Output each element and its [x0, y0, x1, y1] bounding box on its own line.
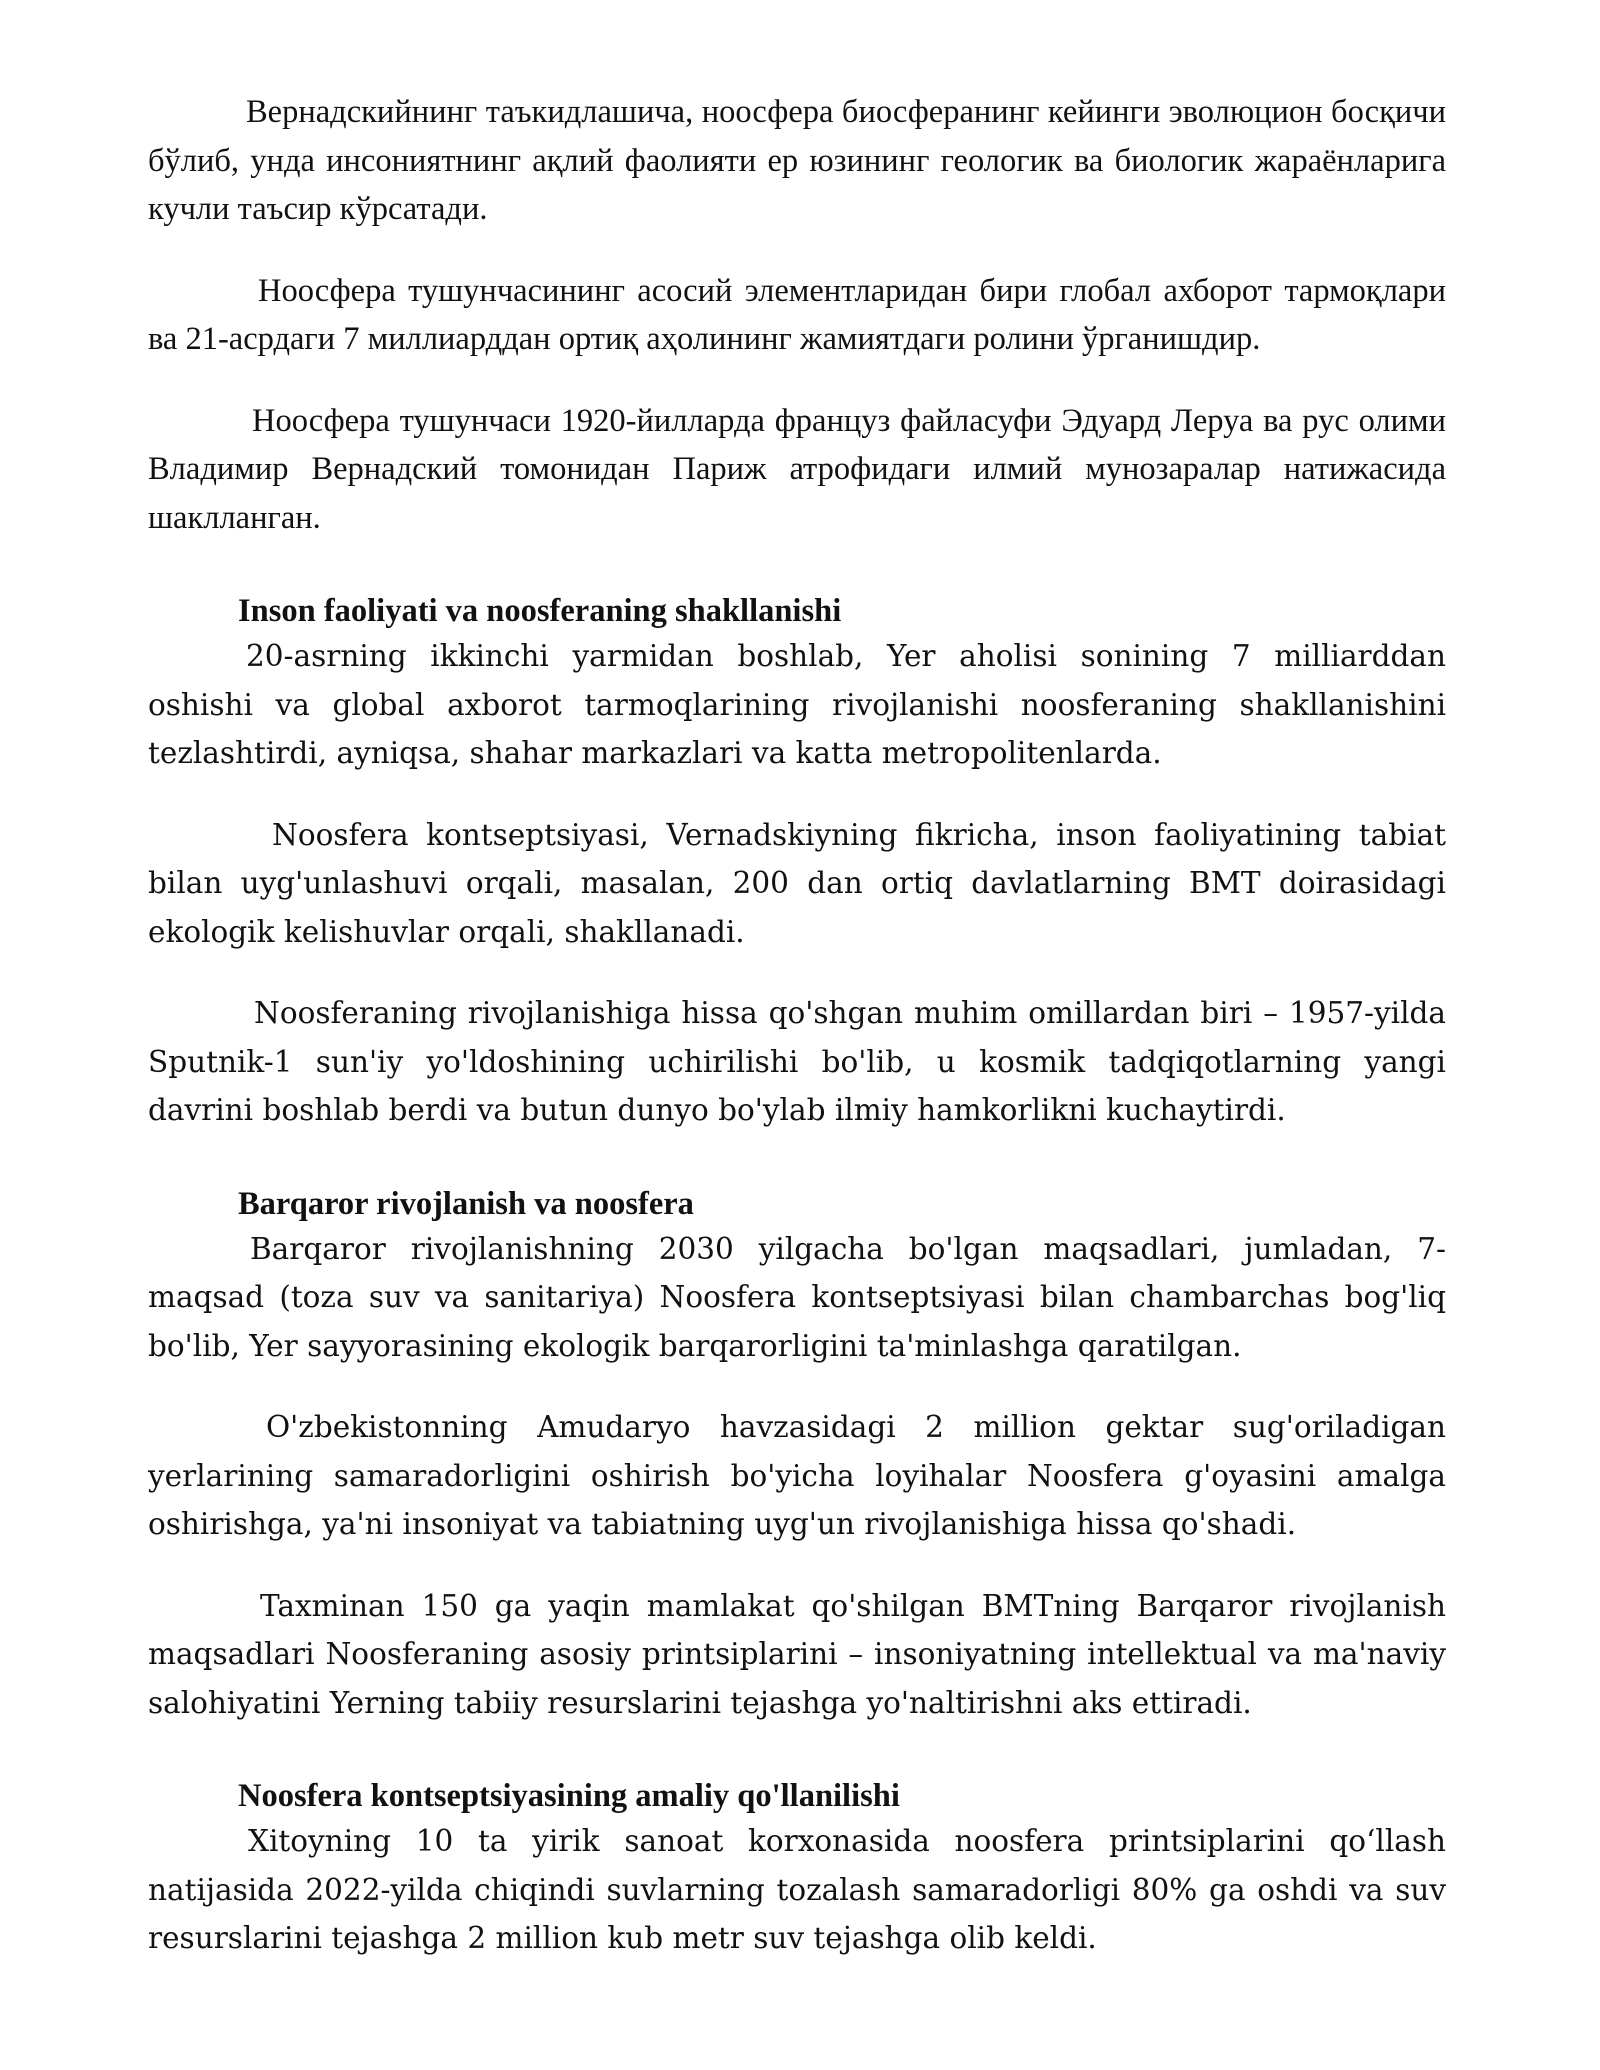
document-page [148, 88, 1446, 1963]
section-heading-3: Noosfera kontseptsiyasining amaliy qo'llanilishi [238, 1778, 900, 1814]
paragraph-4: 20-asrning ikkinchi yarmidan boshlab, Yer aholisi sonining 7 milliarddan oshishi va global axborot tarmoqlarining rivojlanishi noosferaning shakllanishini tezlashtirdi, ayniqsa, shahar markazlari va katta metropolitenlarda. [148, 639, 1446, 770]
paragraph-7: Barqaror rivojlanishning 2030 yilgacha bo'lgan maqsadlari, jumladan, 7-maqsad (toza suv va sanitariya) Noosfera kontseptsiyasi bilan chambarchas bog'liq bo'lib, Yer sayyorasining ekologik barqarorligini ta'minlashga qaratilgan. [148, 1231, 1446, 1363]
section-heading-2: Barqaror rivojlanish va noosfera [238, 1185, 694, 1222]
paragraph-1: Вернадскийнинг таъкидлашича, ноосфера биосферанинг кейинги эволюцион босқичи бўлиб, унда инсониятнинг ақлий фаолияти ер юзининг геологик ва биологик жараёнларига кучли таъсир кўрсатади. [148, 94, 1446, 227]
paragraph-8: O'zbekistonning Amudaryo havzasidagi 2 million gektar sug'oriladigan yerlarining samaradorligini oshirish bo'yicha loyihalar Noosfera g'oyasini amalga oshirishga, ya'ni insoniyat va tabiatning uyg'un rivojlanishiga hissa qo'shadi. [148, 1410, 1446, 1541]
paragraph-2: Ноосфера тушунчасининг асосий элементларидан бири глобал ахборот тармоқлари ва 21-асрдаги 7 миллиарддан ортиқ аҳолининг жамиятдаги ролини ўрганишдир. [148, 272, 1446, 357]
section-heading-1: Inson faoliyati va noosferaning shakllanishi [238, 593, 842, 629]
paragraph-10: Xitoyning 10 ta yirik sanoat korxonasida noosfera printsiplarini qo‘llash natijasida 2022-yilda chiqindi suvlarning tozalash samaradorligi 80% ga oshdi va suv resurslarini tejashga 2 million kub metr suv tejashga olib keldi. [148, 1824, 1446, 1955]
paragraph-5: Noosfera kontseptsiyasi, Vernadskiyning fikricha, inson faoliyatining tabiat bilan uyg'unlashuvi orqali, masalan, 200 dan ortiq davlatlarning BMT doirasidagi ekologik kelishuvlar orqali, shakllanadi. [148, 817, 1446, 949]
paragraph-3: Ноосфера тушунчаси 1920-йилларда француз файласуфи Эдуард Леруа ва рус олими Владимир Вернадский томонидан Париж атрофидаги илмий мунозаралар натижасида шаклланган. [148, 402, 1446, 536]
paragraph-6: Noosferaning rivojlanishiga hissa qo'shgan muhim omillardan biri – 1957-yilda Sputnik-1 sun'iy yo'ldoshining uchirilishi bo'lib, u kosmik tadqiqotlarning yangi davrini boshlab berdi va butun dunyo bo'ylab ilmiy hamkorlikni kuchaytirdi. [148, 996, 1446, 1127]
paragraph-9: Taxminan 150 ga yaqin mamlakat qo'shilgan BMTning Barqaror rivojlanish maqsadlari Noosferaning asosiy printsiplarini – insoniyatning intellektual va ma'naviy salohiyatini Yerning tabiiy resurslarini tejashga yo'naltirishni aks ettiradi. [148, 1588, 1446, 1720]
